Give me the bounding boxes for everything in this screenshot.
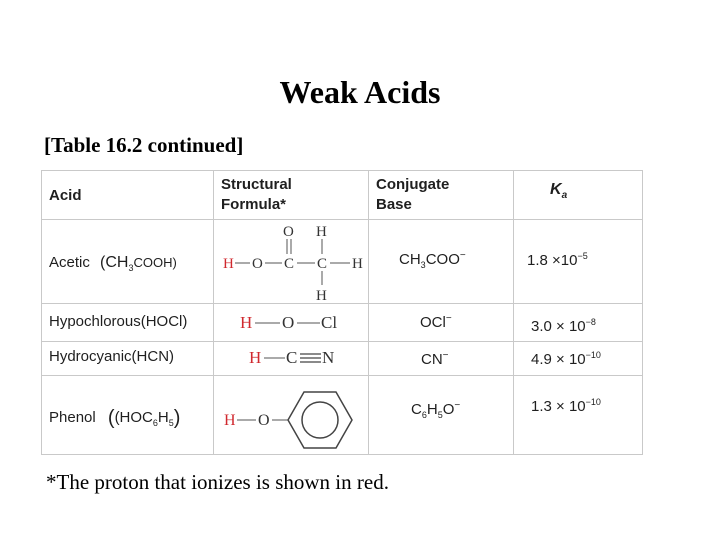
conj-base-cyanide: CN− (421, 350, 449, 368)
svg-text:H: H (316, 224, 327, 240)
header-acid: Acid (49, 187, 82, 204)
ka-hydrocyanic: $4.9 \times 10^{-10}$ (531, 350, 601, 368)
ka-hypochlorous: $3.0 \times 10^{-8}$ (531, 317, 596, 335)
svg-text:Cl: Cl (321, 313, 338, 332)
column-divider (513, 170, 514, 455)
acetic-formula: $(CH_3COOH)$ (100, 254, 177, 274)
svg-text:C: C (284, 256, 295, 272)
ionizable-proton: H (223, 256, 234, 272)
acid-name-hydrocyanic: Hydrocyanic(HCN) (49, 348, 175, 365)
table-caption: [Table 16.2 continued] (44, 133, 244, 157)
table-border-left (41, 170, 42, 455)
ionizable-proton: H (249, 348, 262, 367)
svg-text:H: H (316, 288, 327, 303)
ka-phenol: $1.3 \times 10^{-10}$ (531, 397, 601, 415)
svg-text:H: H (352, 256, 363, 272)
acetic-structure (214, 220, 368, 303)
weak-acids-table (41, 170, 643, 455)
svg-text:O: O (258, 412, 270, 429)
table-border-top (41, 170, 643, 171)
hydrocyanic-structure (214, 342, 368, 375)
header-ka: $K_a$ (550, 181, 568, 202)
header-structural-formula: Structural Formula* (221, 176, 292, 213)
acid-name-hypochlorous: Hypochlorous(HOCl) (49, 313, 188, 330)
table-border-bottom (41, 454, 643, 455)
ka-acetic: $1.8 \times 10^{-5}$ (527, 251, 588, 269)
conj-base-hypochlorite: OCl− (420, 313, 452, 331)
ionizable-proton: H (224, 412, 236, 429)
footnote: *The proton that ionizes is shown in red. (46, 470, 389, 494)
table-border-right (642, 170, 643, 455)
benzene-ring (288, 392, 352, 448)
svg-text:O: O (282, 313, 295, 332)
conj-base-phenoxide: $C_6H_5O^-$ (411, 400, 461, 420)
header-conjugate-base: Conjugate Base (376, 176, 450, 213)
page-title: Weak Acids (279, 74, 441, 110)
conj-base-acetate: $CH_3COO^-$ (399, 250, 466, 270)
ionizable-proton: H (240, 313, 253, 332)
acid-name-acetic: Acetic $(CH_3COOH)$ (49, 254, 177, 274)
svg-text:C: C (286, 348, 298, 367)
svg-text:O: O (283, 224, 294, 240)
phenol-formula: ($(HOC_6H_5)$ (107, 407, 181, 429)
column-divider (368, 170, 369, 455)
svg-text:C: C (317, 256, 328, 272)
svg-text:N: N (322, 348, 335, 367)
hypochlorous-structure (214, 304, 368, 341)
acid-name-phenol: Phenol ($(HOC_6H_5)$ (49, 407, 181, 429)
phenol-structure (214, 376, 368, 454)
svg-text:O: O (252, 256, 263, 272)
